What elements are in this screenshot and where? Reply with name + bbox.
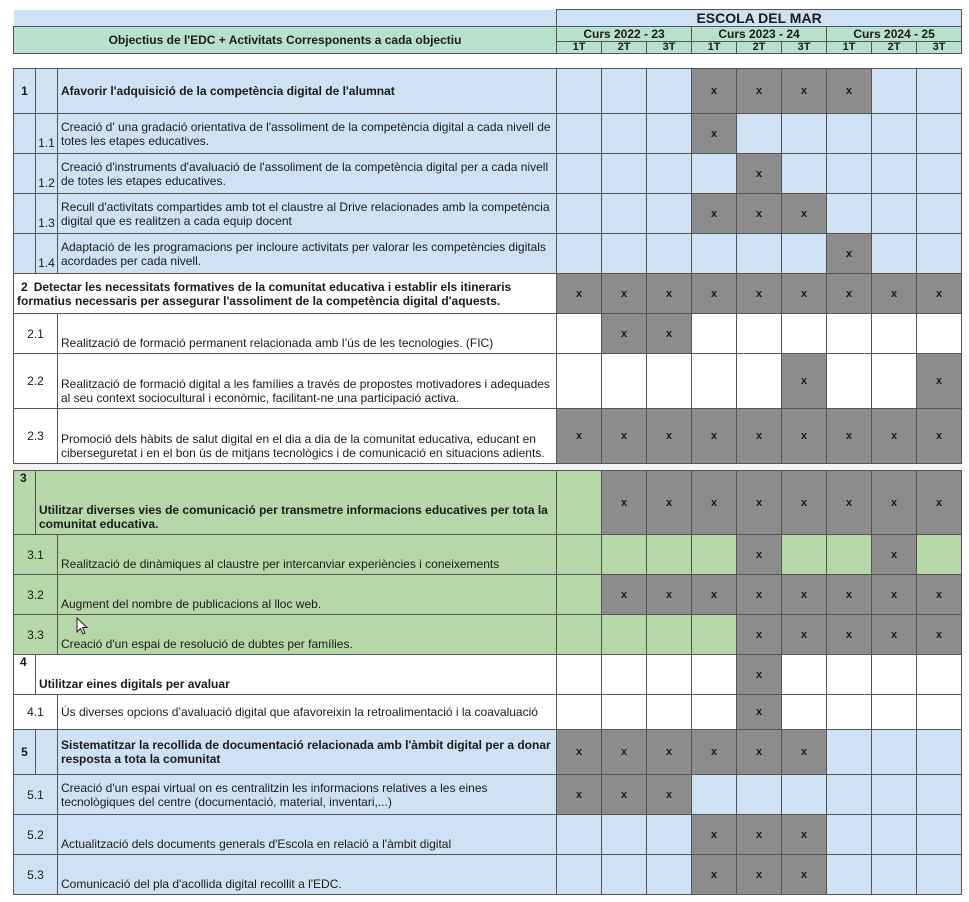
objective-row bbox=[14, 69, 962, 114]
term-cell bbox=[602, 114, 647, 154]
activity-number: 2.1 bbox=[14, 314, 58, 354]
term-cell bbox=[557, 471, 602, 535]
activity-row bbox=[14, 354, 962, 409]
activity-text: Augment del nombre de publicacions al lloc web. bbox=[58, 575, 557, 615]
term-cell bbox=[872, 114, 917, 154]
term-mark: x bbox=[917, 575, 962, 615]
term-mark: x bbox=[782, 615, 827, 655]
term-cell bbox=[602, 855, 647, 895]
activity-text: Realització de formació permanent relacionada amb l’ús de les tecnologies. (FIC) bbox=[58, 314, 557, 354]
term-mark: x bbox=[602, 274, 647, 314]
term-mark: x bbox=[737, 815, 782, 855]
term-mark: x bbox=[782, 730, 827, 775]
term-mark: x bbox=[782, 471, 827, 535]
term-cell bbox=[557, 354, 602, 409]
term-cell bbox=[827, 194, 872, 234]
term-cell bbox=[647, 855, 692, 895]
activity-number: 3.3 bbox=[14, 615, 58, 655]
term-mark: x bbox=[692, 575, 737, 615]
objective-row bbox=[14, 655, 962, 695]
term-cell bbox=[872, 655, 917, 695]
term-mark: x bbox=[872, 471, 917, 535]
activity-text: Realització de formació digital a les famílies a través de propostes motivadores i adequades al seu context sociocultural i econòmic, facilitant-ne una participació activa. bbox=[58, 354, 557, 409]
activity-number: 1.2 bbox=[36, 154, 58, 194]
term-mark: x bbox=[692, 815, 737, 855]
activity-row bbox=[14, 855, 962, 895]
term-cell bbox=[917, 775, 962, 815]
term-mark: x bbox=[737, 615, 782, 655]
term-cell bbox=[872, 695, 917, 730]
term-mark: x bbox=[647, 471, 692, 535]
term-mark: x bbox=[647, 775, 692, 815]
term-mark: x bbox=[602, 775, 647, 815]
term-cell bbox=[557, 695, 602, 730]
term-cell bbox=[917, 194, 962, 234]
term-header: 3T bbox=[917, 42, 962, 54]
term-cell bbox=[917, 855, 962, 895]
objective-text: Utilitzar eines digitals per avaluar bbox=[36, 655, 557, 695]
objective-row bbox=[14, 471, 962, 535]
term-cell bbox=[557, 855, 602, 895]
term-cell bbox=[647, 655, 692, 695]
term-cell bbox=[557, 815, 602, 855]
activity-number: 5.2 bbox=[14, 815, 58, 855]
objectives-header: Objectius de l'EDC + Activitats Corresponents a cada objectiu bbox=[14, 27, 557, 54]
term-header: 2T bbox=[737, 42, 782, 54]
term-cell bbox=[872, 775, 917, 815]
term-cell bbox=[647, 535, 692, 575]
activity-row bbox=[14, 409, 962, 464]
activity-row bbox=[14, 615, 962, 655]
term-cell bbox=[917, 114, 962, 154]
term-mark: x bbox=[557, 730, 602, 775]
term-header: 1T bbox=[557, 42, 602, 54]
term-mark: x bbox=[692, 114, 737, 154]
term-cell bbox=[647, 234, 692, 274]
term-mark: x bbox=[602, 730, 647, 775]
blank-cell bbox=[14, 234, 36, 274]
term-cell bbox=[872, 730, 917, 775]
term-mark: x bbox=[692, 409, 737, 464]
activity-number: 1.4 bbox=[36, 234, 58, 274]
term-cell bbox=[782, 655, 827, 695]
term-cell bbox=[782, 154, 827, 194]
term-mark: x bbox=[692, 274, 737, 314]
term-cell bbox=[557, 114, 602, 154]
term-cell bbox=[827, 855, 872, 895]
term-header: 2T bbox=[872, 42, 917, 54]
term-cell bbox=[557, 314, 602, 354]
term-mark: x bbox=[782, 815, 827, 855]
term-mark: x bbox=[647, 314, 692, 354]
term-cell bbox=[782, 535, 827, 575]
activity-row bbox=[14, 314, 962, 354]
term-cell bbox=[737, 775, 782, 815]
term-cell bbox=[782, 114, 827, 154]
term-mark: x bbox=[827, 575, 872, 615]
term-cell bbox=[602, 815, 647, 855]
objective-row bbox=[14, 730, 962, 775]
term-mark: x bbox=[782, 575, 827, 615]
activity-number: 4.1 bbox=[14, 695, 58, 730]
term-mark: x bbox=[737, 409, 782, 464]
term-mark: x bbox=[872, 575, 917, 615]
term-mark: x bbox=[827, 409, 872, 464]
term-mark: x bbox=[737, 69, 782, 114]
objective-number: 4 bbox=[14, 655, 36, 695]
term-mark: x bbox=[692, 730, 737, 775]
term-header: 3T bbox=[647, 42, 692, 54]
term-cell bbox=[647, 695, 692, 730]
objective-text: Sistematitzar la recollida de documentació relacionada amb l'àmbit digital per a donar resposta a tota la comunitat bbox=[58, 730, 557, 775]
term-cell bbox=[602, 695, 647, 730]
activity-row bbox=[14, 695, 962, 730]
term-mark: x bbox=[782, 69, 827, 114]
term-mark: x bbox=[872, 615, 917, 655]
term-cell bbox=[692, 234, 737, 274]
term-mark: x bbox=[917, 615, 962, 655]
objective-label: Detectar les necessitats formatives de la comunitat educativa i establir els itineraris formatius necessaris per assegurar l'assoliment de la competència digital d'aquests. bbox=[17, 279, 512, 308]
term-header: 2T bbox=[602, 42, 647, 54]
term-cell bbox=[602, 69, 647, 114]
mouse-pointer-icon bbox=[76, 617, 90, 635]
term-mark: x bbox=[557, 274, 602, 314]
activity-row bbox=[14, 114, 962, 154]
term-cell bbox=[737, 314, 782, 354]
term-cell bbox=[782, 775, 827, 815]
term-cell bbox=[557, 535, 602, 575]
blank-cell bbox=[36, 730, 58, 775]
term-cell bbox=[602, 154, 647, 194]
term-cell bbox=[827, 154, 872, 194]
objective-text: Utilitzar diverses vies de comunicació per transmetre informacions educatives per tota la comunitat educativa. bbox=[36, 471, 557, 535]
term-cell bbox=[647, 815, 692, 855]
term-mark: x bbox=[872, 409, 917, 464]
course-header: Curs 2022 - 23 bbox=[557, 27, 692, 42]
term-cell bbox=[827, 114, 872, 154]
term-cell bbox=[872, 314, 917, 354]
term-mark: x bbox=[872, 274, 917, 314]
term-cell bbox=[872, 855, 917, 895]
activity-text: Realització de dinàmiques al claustre per intercanviar experiències i coneixements bbox=[58, 535, 557, 575]
term-mark: x bbox=[782, 409, 827, 464]
term-cell bbox=[827, 535, 872, 575]
term-cell bbox=[917, 535, 962, 575]
term-cell bbox=[827, 775, 872, 815]
term-mark: x bbox=[827, 471, 872, 535]
term-mark: x bbox=[557, 775, 602, 815]
term-mark: x bbox=[917, 409, 962, 464]
school-title: ESCOLA DEL MAR bbox=[557, 10, 962, 27]
term-mark: x bbox=[737, 655, 782, 695]
term-mark: x bbox=[692, 471, 737, 535]
term-cell bbox=[647, 69, 692, 114]
course-header: Curs 2023 - 24 bbox=[692, 27, 827, 42]
term-cell bbox=[827, 314, 872, 354]
objective-number: 2 bbox=[21, 279, 28, 294]
term-cell bbox=[557, 575, 602, 615]
activity-number: 1.3 bbox=[36, 194, 58, 234]
term-cell bbox=[782, 695, 827, 730]
term-cell bbox=[557, 615, 602, 655]
blank-cell bbox=[36, 69, 58, 114]
term-mark: x bbox=[782, 194, 827, 234]
activity-number: 5.3 bbox=[14, 855, 58, 895]
term-cell bbox=[827, 655, 872, 695]
term-mark: x bbox=[557, 409, 602, 464]
term-mark: x bbox=[782, 274, 827, 314]
term-cell bbox=[647, 615, 692, 655]
activity-number: 1.1 bbox=[36, 114, 58, 154]
term-cell bbox=[692, 615, 737, 655]
objective-number: 1 bbox=[14, 69, 36, 114]
term-cell bbox=[692, 775, 737, 815]
term-cell bbox=[602, 194, 647, 234]
activity-row bbox=[14, 154, 962, 194]
term-header: 1T bbox=[692, 42, 737, 54]
plan-table bbox=[13, 9, 962, 895]
activity-number: 3.1 bbox=[14, 535, 58, 575]
term-cell bbox=[692, 655, 737, 695]
term-mark: x bbox=[737, 730, 782, 775]
term-mark: x bbox=[782, 354, 827, 409]
term-mark: x bbox=[647, 575, 692, 615]
term-cell bbox=[692, 154, 737, 194]
term-cell bbox=[737, 114, 782, 154]
term-header: 3T bbox=[782, 42, 827, 54]
term-mark: x bbox=[602, 409, 647, 464]
activity-text: Actualització dels documents generals d'Escola en relació a l'àmbit digital bbox=[58, 815, 557, 855]
activity-row bbox=[14, 535, 962, 575]
term-mark: x bbox=[737, 575, 782, 615]
term-mark: x bbox=[647, 409, 692, 464]
term-mark: x bbox=[692, 69, 737, 114]
term-mark: x bbox=[737, 471, 782, 535]
term-cell bbox=[647, 194, 692, 234]
term-header: 1T bbox=[827, 42, 872, 54]
activity-number: 2.3 bbox=[14, 409, 58, 464]
term-cell bbox=[872, 154, 917, 194]
activity-text: Adaptació de les programacions per incloure activitats per valorar les competències digitals acordades per cada nivell. bbox=[58, 234, 557, 274]
term-cell bbox=[827, 730, 872, 775]
activity-text: Recull d'activitats compartides amb tot el claustre al Drive relacionades amb la competència digital que es realitzen a cada equip docent bbox=[58, 194, 557, 234]
term-cell bbox=[737, 234, 782, 274]
term-mark: x bbox=[737, 154, 782, 194]
term-cell bbox=[647, 154, 692, 194]
activity-text: Creació d' una gradació orientativa de l'assoliment de la competència digital a cada nivell de totes les etapes educatives. bbox=[58, 114, 557, 154]
term-cell bbox=[917, 69, 962, 114]
term-cell bbox=[602, 535, 647, 575]
term-mark: x bbox=[692, 194, 737, 234]
term-mark: x bbox=[737, 274, 782, 314]
activity-row bbox=[14, 234, 962, 274]
activity-number: 3.2 bbox=[14, 575, 58, 615]
activity-number: 2.2 bbox=[14, 354, 58, 409]
term-cell bbox=[782, 234, 827, 274]
objective-number: 5 bbox=[14, 730, 36, 775]
term-cell bbox=[557, 69, 602, 114]
term-cell bbox=[602, 354, 647, 409]
term-cell bbox=[917, 730, 962, 775]
term-mark: x bbox=[827, 274, 872, 314]
term-cell bbox=[917, 234, 962, 274]
term-mark: x bbox=[827, 69, 872, 114]
term-mark: x bbox=[602, 471, 647, 535]
activity-text: Creació d'un espai virtual on es centralitzin les informacions relatives a les eines tecnològiques del centre (documentació, material, inventari,...) bbox=[58, 775, 557, 815]
term-cell bbox=[917, 815, 962, 855]
term-mark: x bbox=[872, 535, 917, 575]
blank-cell bbox=[14, 114, 36, 154]
term-mark: x bbox=[782, 855, 827, 895]
term-mark: x bbox=[602, 314, 647, 354]
term-mark: x bbox=[647, 730, 692, 775]
term-mark: x bbox=[737, 855, 782, 895]
term-cell bbox=[827, 354, 872, 409]
term-mark: x bbox=[647, 274, 692, 314]
term-cell bbox=[602, 234, 647, 274]
term-cell bbox=[917, 154, 962, 194]
term-mark: x bbox=[737, 194, 782, 234]
term-mark: x bbox=[917, 354, 962, 409]
term-cell bbox=[872, 354, 917, 409]
term-mark: x bbox=[692, 855, 737, 895]
term-cell bbox=[557, 194, 602, 234]
activity-text: Comunicació del pla d'acollida digital recollit a l'EDC. bbox=[58, 855, 557, 895]
objective-text bbox=[14, 274, 557, 314]
term-mark: x bbox=[737, 695, 782, 730]
activity-text: Creació d'instruments d'avaluació de l'assoliment de la competència digital per a cada nivell de totes les etapes educatives. bbox=[58, 154, 557, 194]
term-mark: x bbox=[827, 234, 872, 274]
term-mark: x bbox=[602, 575, 647, 615]
blank-cell bbox=[14, 194, 36, 234]
term-cell bbox=[692, 354, 737, 409]
term-cell bbox=[647, 114, 692, 154]
term-mark: x bbox=[917, 274, 962, 314]
term-cell bbox=[647, 354, 692, 409]
objective-number: 3 bbox=[14, 471, 36, 535]
term-mark: x bbox=[827, 615, 872, 655]
term-cell bbox=[602, 655, 647, 695]
activity-text: Ús diverses opcions d’avaluació digital que afavoreixin la retroalimentació i la coavaluació bbox=[58, 695, 557, 730]
term-cell bbox=[692, 695, 737, 730]
term-cell bbox=[872, 69, 917, 114]
term-cell bbox=[872, 815, 917, 855]
blank-cell bbox=[14, 154, 36, 194]
term-cell bbox=[557, 234, 602, 274]
term-cell bbox=[917, 695, 962, 730]
activity-row bbox=[14, 815, 962, 855]
term-cell bbox=[557, 154, 602, 194]
term-cell bbox=[692, 535, 737, 575]
term-cell bbox=[872, 234, 917, 274]
term-cell bbox=[917, 314, 962, 354]
course-header: Curs 2024 - 25 bbox=[827, 27, 962, 42]
term-cell bbox=[917, 655, 962, 695]
term-cell bbox=[737, 354, 782, 409]
activity-text: Promoció dels hàbits de salut digital en el dia a dia de la comunitat educativa, educant en ciberseguretat i en el bon ús de mitjans tecnològics i de comunicació en situacions adients. bbox=[58, 409, 557, 464]
objective-text: Afavorir l'adquisició de la competència digital de l'alumnat bbox=[58, 69, 557, 114]
term-cell bbox=[827, 815, 872, 855]
term-cell bbox=[557, 655, 602, 695]
term-cell bbox=[782, 314, 827, 354]
term-mark: x bbox=[737, 535, 782, 575]
activity-row bbox=[14, 575, 962, 615]
term-cell bbox=[872, 194, 917, 234]
term-cell bbox=[602, 615, 647, 655]
term-mark: x bbox=[917, 471, 962, 535]
objective-row bbox=[14, 274, 962, 314]
activity-text: Creació d'un espai de resolució de dubtes per famílies. bbox=[58, 615, 557, 655]
term-cell bbox=[827, 695, 872, 730]
activity-row bbox=[14, 194, 962, 234]
term-cell bbox=[692, 314, 737, 354]
activity-row bbox=[14, 775, 962, 815]
activity-number: 5.1 bbox=[14, 775, 58, 815]
